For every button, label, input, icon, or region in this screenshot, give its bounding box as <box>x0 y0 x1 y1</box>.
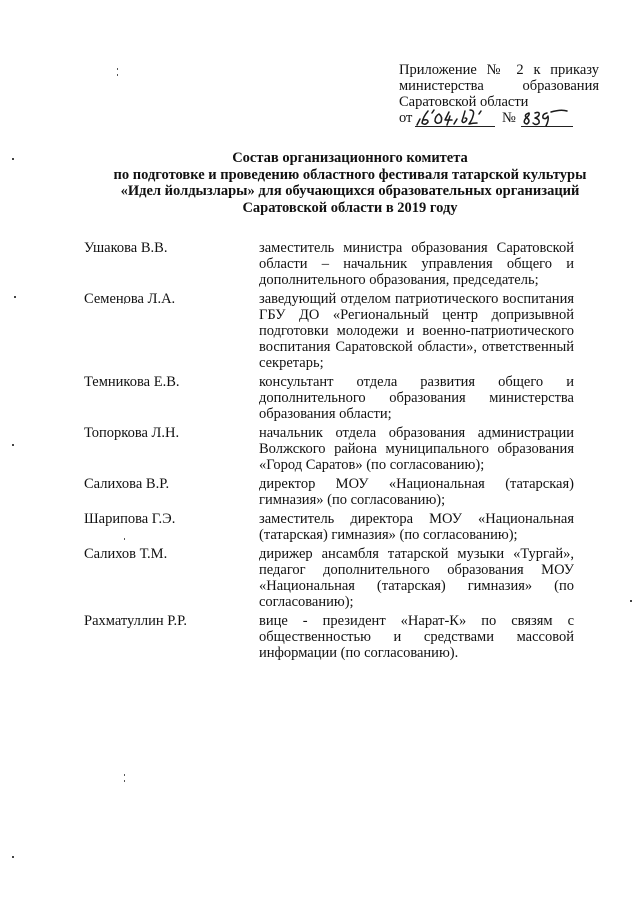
scan-speck <box>124 780 125 782</box>
scan-speck <box>124 774 125 776</box>
title-line-3: «Идел йолдызлары» для обучающихся образовательных организаций <box>120 183 580 199</box>
member-row <box>84 291 574 371</box>
appendix-line-3: Саратовской области <box>399 94 529 110</box>
committee-members-list <box>84 240 574 664</box>
member-row <box>84 613 574 661</box>
member-name: Салихов Т.М. <box>84 546 168 562</box>
appendix-date-line <box>399 110 599 130</box>
member-role: начальник отдела образования администрации Волжского района муниципального образования «Город Саратов» (по согласованию); <box>259 425 574 473</box>
member-role: консультант отдела развития общего и дополнительного образования министерства образования области; <box>259 374 574 422</box>
scan-speck <box>117 74 118 76</box>
scan-speck <box>630 600 632 602</box>
appendix-line-1: Приложение № 2 к приказу <box>399 62 599 78</box>
date-prefix: от <box>399 110 413 126</box>
member-role: заместитель министра образования Саратовской области – начальник управления общего и дополнительного образования, председатель; <box>259 240 574 288</box>
appendix-line-2: министерства образования <box>399 78 599 94</box>
member-name: Салихова В.Р. <box>84 476 170 492</box>
member-row <box>84 546 574 610</box>
title-line-2: по подготовке и проведению областного фестиваля татарской культуры <box>113 166 587 183</box>
member-name: Рахматуллин Р.Р. <box>84 613 188 629</box>
document-title <box>60 150 640 216</box>
member-name: Ушакова В.В. <box>84 240 168 256</box>
member-role: заведующий отделом патриотического воспитания ГБУ ДО «Региональный центр допризывной подготовки молодежи и военно-патриотического воспитания Саратовской области», ответственный секретарь; <box>259 291 574 371</box>
member-role: директор МОУ «Национальная (татарская) гимназия» (по согласованию); <box>259 476 574 508</box>
member-row <box>84 374 574 422</box>
member-role: вице - президент «Нарат-К» по связям с общественностью и средствами массовой информации (по согласованию). <box>259 613 574 661</box>
member-name: Топоркова Л.Н. <box>84 425 180 441</box>
member-role: заместитель директора МОУ «Национальная (татарская) гимназия» (по согласованию); <box>259 511 574 543</box>
number-sign: № <box>502 110 516 126</box>
member-role: дирижер ансамбля татарской музыки «Тургай», педагог дополнительного образования МОУ «Национальная (татарская) гимназия» (по согласованию); <box>259 546 574 610</box>
member-row <box>84 511 574 543</box>
scan-speck <box>12 158 14 160</box>
scan-speck <box>14 296 16 298</box>
handwritten-number <box>521 107 575 129</box>
appendix-block <box>399 62 599 130</box>
member-row <box>84 240 574 288</box>
title-line-1: Состав организационного комитета <box>232 150 468 166</box>
scan-speck <box>12 856 14 858</box>
scan-speck <box>117 68 118 70</box>
member-row <box>84 476 574 508</box>
scan-speck <box>12 444 14 446</box>
handwritten-date <box>415 107 497 129</box>
member-row <box>84 425 574 473</box>
member-name: Шарипова Г.Э. <box>84 511 176 527</box>
title-line-4: Саратовской области в 2019 году <box>242 199 458 216</box>
member-name: Семенова Л.А. <box>84 291 176 307</box>
member-name: Темникова Е.В. <box>84 374 180 390</box>
